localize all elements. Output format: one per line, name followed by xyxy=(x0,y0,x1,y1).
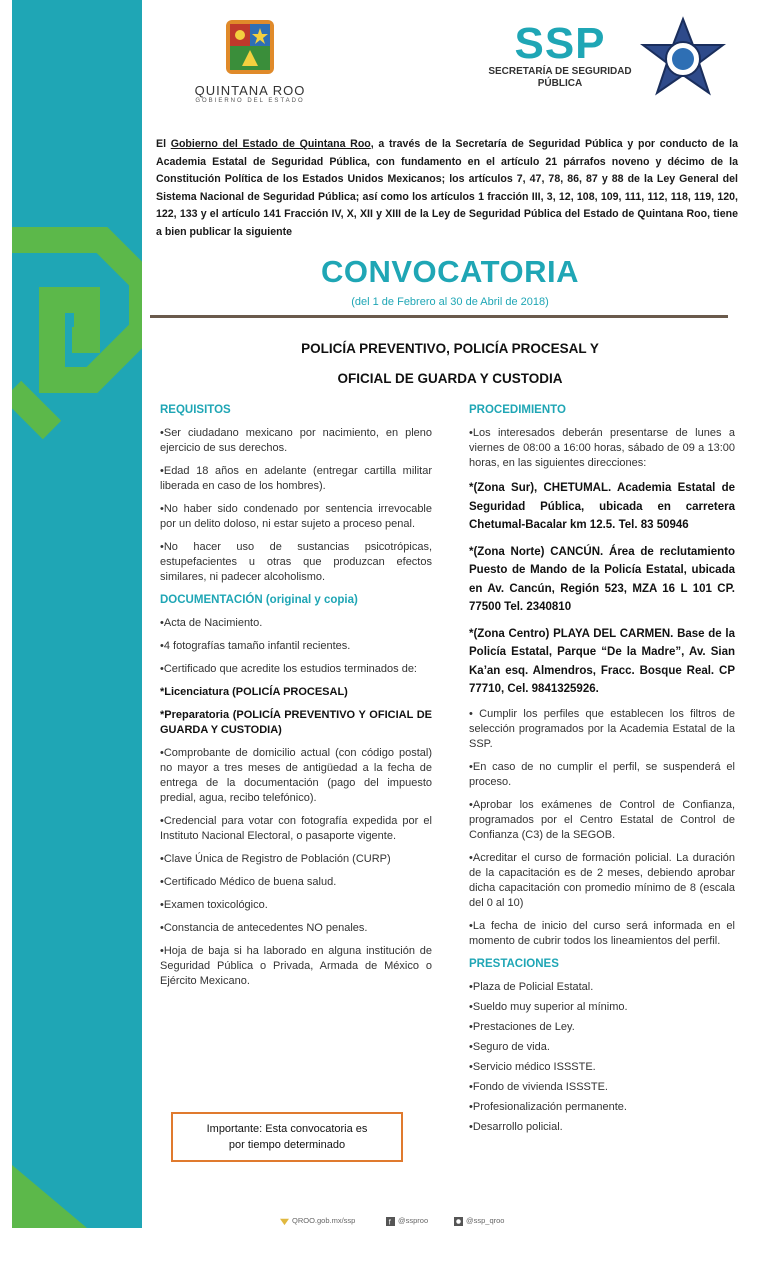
requisito-item: •Ser ciudadano mexicano por nacimiento, en pleno ejercicio de sus derechos. xyxy=(160,427,432,454)
footer-twitter-text: @ssp_qroo xyxy=(466,1216,505,1225)
prestacion-item: •Seguro de vida. xyxy=(469,1040,550,1053)
prestacion-item: •Servicio médico ISSSTE. xyxy=(469,1060,596,1073)
positions-line-1: POLICÍA PREVENTIVO, POLICÍA PROCESAL Y xyxy=(301,341,599,356)
intro-paragraph xyxy=(156,136,738,242)
procedimiento-item: •Acreditar el curso de formación policial. La duración de la capacitación es de 2 meses, debiendo aprobar dicha capacitación con promedio mínimo de 8 (escala del 0 al 10) xyxy=(469,851,735,909)
procedimiento-item: •En caso de no cumplir el perfil, se suspenderá el proceso. xyxy=(469,760,735,788)
footer-facebook[interactable] xyxy=(386,1216,428,1226)
documento-item: •Credencial para votar con fotografía expedida por el Instituto Nacional Electoral, o pasaporte vigente. xyxy=(160,815,432,842)
address-zona-centro: *(Zona Centro) PLAYA DEL CARMEN. Base de la Policía Estatal, Parque “De la Madre”, Av. Sian Ka’an esq. Almendros, Fracc. Bosque Real. CP 77710, Cel. 9841325926. xyxy=(469,627,735,695)
requisito-item: •No hacer uso de sustancias psicotrópicas, estupefacientes u otras que produzcan efectos similares, ni padecer alcoholismo. xyxy=(160,541,432,583)
prestacion-item: •Profesionalización permanente. xyxy=(469,1100,627,1113)
documento-item: •Acta de Nacimiento. xyxy=(160,617,263,629)
procedimiento-item: •Aprobar los exámenes de Control de Confianza, programados por el Centro Estatal de Control de Confianza (C3) de la SEGOB. xyxy=(469,798,735,841)
qroo-subtitle: GOBIERNO DEL ESTADO xyxy=(195,98,305,104)
state-shield-icon xyxy=(222,18,278,76)
procedimiento-heading: PROCEDIMIENTO xyxy=(469,404,566,416)
qroo-name: QUINTANA ROO xyxy=(194,83,306,98)
right-column xyxy=(469,403,735,1140)
positions-title xyxy=(150,334,750,394)
greek-key-pattern-icon xyxy=(12,0,142,1228)
procedimiento-item: •La fecha de inicio del curso será informada en el momento de cubrir todos los lineamientos del perfil. xyxy=(469,919,735,947)
documento-item: •Clave Única de Registro de Población (CURP) xyxy=(160,853,391,865)
twitter-icon xyxy=(454,1217,463,1226)
documento-item: •Constancia de antecedentes NO penales. xyxy=(160,922,368,934)
police-star-badge-icon xyxy=(635,15,731,111)
ssp-subtitle-1: SECRETARÍA DE SEGURIDAD xyxy=(488,66,632,77)
ssp-acronym: SSP xyxy=(514,19,606,68)
footer-web-text: QROO.gob.mx/ssp xyxy=(292,1216,356,1225)
ssp-subtitle-2: PÚBLICA xyxy=(537,78,583,89)
web-icon xyxy=(280,1217,289,1226)
prestacion-item: •Plaza de Policial Estatal. xyxy=(469,980,594,993)
left-column xyxy=(160,403,432,997)
prestacion-item: •Desarrollo policial. xyxy=(469,1120,563,1133)
facebook-icon xyxy=(386,1217,395,1226)
footer xyxy=(280,1214,540,1230)
procedimiento-intro: •Los interesados deberán presentarse de lunes a viernes de 08:00 a 16:00 horas, sábado de 09 a 13:00 horas, en las siguientes direcciones: xyxy=(469,427,735,469)
documento-item: •Comprobante de domicilio actual (con código postal) no mayor a tres meses de antigüedad a la fecha de entrega de la documentación (pago del impuesto predial, agua, recibo telefónico). xyxy=(160,747,432,804)
prestacion-item: •Prestaciones de Ley. xyxy=(469,1020,575,1033)
documentacion-heading: DOCUMENTACIÓN (original y copia) xyxy=(160,594,358,606)
important-line-2: por tiempo determinado xyxy=(228,1139,346,1151)
positions-line-2: OFICIAL DE GUARDA Y CUSTODIA xyxy=(337,371,563,386)
documento-item: •Examen toxicológico. xyxy=(160,899,268,911)
requisito-item: •Edad 18 años en adelante (entregar cartilla militar liberada en caso de los hombres). xyxy=(160,465,432,492)
badge-label: QUINTANA ROO xyxy=(655,94,711,101)
documento-item: •Certificado que acredite los estudios terminados de: xyxy=(160,663,417,675)
important-notice xyxy=(171,1112,403,1162)
convocation-dates: (del 1 de Febrero al 30 de Abril de 2018) xyxy=(351,296,549,308)
requisitos-heading: REQUISITOS xyxy=(160,404,231,416)
footer-facebook-text: @ssproo xyxy=(398,1216,429,1225)
procedimiento-item: • Cumplir los perfiles que establecen los filtros de selección programados por la Academia Estatal de la SSP. xyxy=(469,707,735,750)
documento-item: •Hoja de baja si ha laborado en alguna institución de Seguridad Pública o Privada, Armada de México o Ejército Mexicano. xyxy=(160,945,432,987)
address-zona-sur: *(Zona Sur), CHETUMAL. Academia Estatal de Seguridad Pública, ubicada en carretera Chetumal-Bacalar km 12.5. Tel. 83 50946 xyxy=(469,482,735,531)
licenciatura-item: *Licenciatura (POLICÍA PROCESAL) xyxy=(160,686,348,698)
page-title: CONVOCATORIA xyxy=(320,254,580,289)
header xyxy=(150,0,760,130)
important-line-1: Importante: Esta convocatoria es xyxy=(206,1123,368,1135)
documento-item: •4 fotografías tamaño infantil recientes. xyxy=(160,640,351,652)
svg-text:f: f xyxy=(388,1217,391,1226)
footer-web[interactable] xyxy=(280,1216,355,1226)
requisito-item: •No haber sido condenado por sentencia irrevocable por un delito doloso, ni estar sujeto a proceso penal. xyxy=(160,503,432,530)
intro-lead: El xyxy=(156,138,171,150)
prestaciones-heading: PRESTACIONES xyxy=(469,957,559,970)
decorative-side-band xyxy=(12,0,142,1228)
ssp-logo xyxy=(480,19,640,90)
footer-twitter[interactable] xyxy=(454,1216,504,1226)
prestacion-item: •Fondo de vivienda ISSSTE. xyxy=(469,1080,608,1093)
police-badge xyxy=(635,15,731,116)
gov-name: Gobierno del Estado de Quintana Roo xyxy=(170,138,371,150)
intro-body: , a través de la Secretaría de Seguridad Pública y por conducto de la Academia Estatal de Seguridad Pública, con fundamento en el artículo 21 párrafos noveno y décimo de la Constitución Política de los Estados Unidos Mexicanos; los artículos 7, 47, 78, 86, 87 y 88 de la Ley General del Sistema Nacional de Seguridad Pública; así como los artículos 1 fracción III, 3, 12, 108, 109, 111, 112, 118, 119, 120, 122, 133 y el artículo 141 Fracción IV, X, XII y XIII de la Ley de Seguridad Pública del Estado de Quintana Roo, tiene a bien publicar la siguiente xyxy=(156,138,739,238)
address-zona-norte: *(Zona Norte) CANCÚN. Área de reclutamiento Puesto de Mando de la Policía Estatal, ubicada en Av. Cancún, Región 523, MZA 16 L 101 CP. 77500 Tel. 2340810 xyxy=(469,545,735,613)
prestacion-item: •Sueldo muy superior al mínimo. xyxy=(469,1000,628,1013)
divider xyxy=(150,315,728,318)
preparatoria-item: *Preparatoria (POLICÍA PREVENTIVO Y OFICIAL DE GUARDA Y CUSTODIA) xyxy=(160,709,432,736)
quintana-roo-logo xyxy=(190,18,310,104)
documento-item: •Certificado Médico de buena salud. xyxy=(160,876,337,888)
